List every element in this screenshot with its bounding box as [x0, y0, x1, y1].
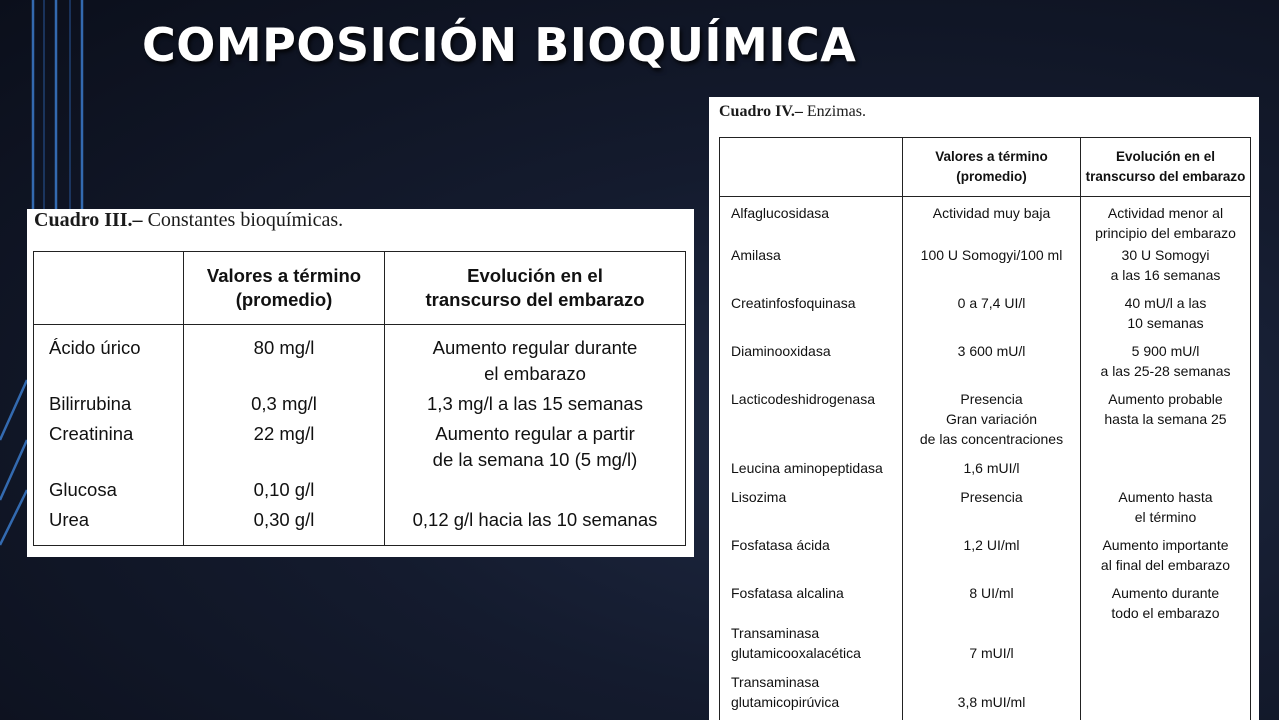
table4-row [720, 389, 1251, 457]
table3-panel [27, 209, 694, 557]
table3-header-values [184, 252, 385, 325]
table4-row [720, 341, 1251, 389]
table4-name-cell [720, 197, 903, 245]
row-spacer [184, 361, 384, 387]
row-name: Amilasa [731, 246, 781, 263]
header-line: Evolución en el [467, 265, 603, 286]
row-evolution: el término [1134, 508, 1197, 525]
table4-row [720, 583, 1251, 623]
row-evolution: a las 16 semanas [1110, 266, 1221, 283]
table4-value-cell [903, 293, 1081, 341]
table4-name-cell [720, 535, 903, 583]
table4-name-cell [720, 245, 903, 293]
table3-values-cell [184, 325, 385, 546]
table4-row [720, 487, 1251, 535]
table4-name-cell [720, 458, 903, 487]
row-value: 0 a 7,4 UI/l [957, 294, 1026, 311]
table4-row [720, 197, 1251, 245]
table4-caption-number: Cuadro IV.– [719, 103, 803, 120]
row-name: glutamicopirúvica [731, 693, 840, 710]
row-evolution: el embarazo [484, 363, 586, 384]
table4-evolution-cell [1081, 389, 1251, 457]
row-name: Alfaglucosidasa [731, 205, 830, 221]
row-name: glutamicooxalacética [731, 645, 861, 662]
row-evolution: 1,3 mg/l a las 15 semanas [427, 393, 643, 414]
row-evolution: 10 semanas [1127, 314, 1204, 331]
table4-caption [719, 103, 866, 121]
table4-header-empty [720, 138, 903, 197]
table4-panel [709, 97, 1259, 720]
row-value: 3 600 mU/l [957, 343, 1026, 360]
row-value: Presencia [960, 391, 1023, 408]
row-name: Diaminooxidasa [731, 343, 831, 360]
table3-caption-number: Cuadro III.– [34, 209, 143, 231]
row-value: 22 mg/l [253, 423, 315, 444]
row-name: Creatinina [49, 423, 134, 444]
row-evolution: al final del embarazo [1100, 557, 1231, 574]
row-value: Actividad muy baja [932, 205, 1051, 221]
table3-header-empty [34, 252, 184, 325]
row-evolution: Actividad menor al [1107, 205, 1224, 221]
table4 [719, 137, 1251, 720]
header-line: Valores a término [935, 149, 1048, 164]
row-evolution: Aumento regular a partir [435, 423, 635, 444]
row-value: 0,10 g/l [253, 479, 315, 500]
row-spacer [49, 361, 183, 387]
table3 [33, 251, 686, 546]
row-value: 0,3 mg/l [251, 393, 317, 414]
row-evolution: Aumento probable [1108, 391, 1223, 408]
table4-row [720, 623, 1251, 671]
row-spacer [385, 477, 685, 503]
table4-value-cell [903, 197, 1081, 245]
table4-evolution-cell [1081, 341, 1251, 389]
table4-value-cell [903, 341, 1081, 389]
row-value: Gran variación [945, 411, 1038, 428]
row-name: Bilirrubina [49, 393, 132, 414]
table4-value-cell [903, 623, 1081, 671]
row-value: de las concentraciones [919, 431, 1064, 448]
row-evolution: a las 25-28 semanas [1100, 363, 1231, 380]
table3-caption [34, 209, 343, 232]
table4-evolution-cell [1081, 458, 1251, 487]
row-value: 3,8 mUI/ml [957, 693, 1026, 710]
table4-row [720, 672, 1251, 720]
header-line: transcurso del embarazo [1085, 169, 1246, 184]
row-spacer [184, 447, 384, 473]
table4-name-cell [720, 672, 903, 720]
table3-names-cell [34, 325, 184, 546]
row-name: Transaminasa [731, 673, 820, 690]
row-evolution: Aumento hasta [1118, 488, 1213, 505]
table4-value-cell [903, 458, 1081, 487]
header-line: Valores a término [206, 265, 362, 286]
table4-name-cell [720, 389, 903, 457]
table3-body-row [34, 325, 686, 546]
table3-caption-text: Constantes bioquímicas. [147, 209, 344, 231]
row-name: Glucosa [49, 479, 117, 500]
row-evolution: Aumento durante [1111, 585, 1220, 602]
table4-header-evolution [1081, 138, 1251, 197]
table4-body [720, 197, 1251, 720]
table4-value-cell [903, 487, 1081, 535]
table4-row [720, 293, 1251, 341]
table4-value-cell [903, 535, 1081, 583]
row-evolution: Aumento importante [1102, 537, 1229, 554]
row-spacer [49, 447, 183, 473]
row-evolution: 0,12 g/l hacia las 10 semanas [412, 509, 658, 530]
row-evolution: de la semana 10 (5 mg/l) [432, 449, 638, 470]
row-value: 7 mUI/l [969, 645, 1014, 662]
table4-evolution-cell [1081, 672, 1251, 720]
table4-name-cell [720, 623, 903, 671]
table4-name-cell [720, 341, 903, 389]
row-value: 0,30 g/l [253, 509, 315, 530]
row-evolution: 30 U Somogyi [1121, 246, 1210, 263]
table4-value-cell [903, 583, 1081, 623]
row-value: 80 mg/l [253, 337, 315, 358]
row-name: Transaminasa [731, 625, 820, 642]
row-evolution: Aumento regular durante [432, 337, 638, 358]
table3-header-evolution [385, 252, 686, 325]
table3-evolution-cell [385, 325, 686, 546]
table3-header-row [34, 252, 686, 325]
row-value [903, 623, 1080, 643]
row-name: Lisozima [731, 488, 787, 505]
row-name: Urea [49, 509, 90, 530]
row-name: Leucina aminopeptidasa [731, 459, 883, 476]
table4-header-values [903, 138, 1081, 197]
header-line: Evolución en el [1115, 149, 1216, 164]
table4-header-row [720, 138, 1251, 197]
row-evolution: hasta la semana 25 [1104, 411, 1227, 428]
table4-evolution-cell [1081, 583, 1251, 623]
header-line: (promedio) [235, 289, 333, 310]
slide-title: COMPOSICIÓN BIOQUÍMICA [142, 18, 857, 72]
row-name: Lacticodeshidrogenasa [731, 391, 875, 408]
table4-value-cell [903, 389, 1081, 457]
table4-evolution-cell [1081, 197, 1251, 245]
table4-name-cell [720, 583, 903, 623]
row-evolution: 40 mU/l a las [1124, 294, 1207, 311]
row-evolution: 5 900 mU/l [1131, 343, 1200, 360]
table4-row [720, 535, 1251, 583]
row-value: Presencia [960, 488, 1023, 505]
header-line: transcurso del embarazo [425, 289, 645, 310]
row-value [903, 672, 1080, 692]
row-name: Creatinfosfoquinasa [731, 294, 856, 311]
table4-caption-text: Enzimas. [806, 103, 866, 120]
row-evolution: principio del embarazo [1095, 225, 1236, 241]
table4-evolution-cell [1081, 535, 1251, 583]
row-value: 1,6 mUI/l [963, 459, 1020, 476]
row-name: Fosfatasa ácida [731, 537, 830, 554]
table4-name-cell [720, 487, 903, 535]
row-value: 100 U Somogyi/100 ml [920, 246, 1063, 263]
table4-value-cell [903, 672, 1081, 720]
table4-name-cell [720, 293, 903, 341]
table4-row [720, 245, 1251, 293]
row-name: Ácido úrico [49, 337, 141, 358]
table4-evolution-cell [1081, 623, 1251, 671]
table4-row [720, 458, 1251, 487]
table4-evolution-cell [1081, 245, 1251, 293]
row-evolution: todo el embarazo [1111, 605, 1220, 622]
table4-evolution-cell [1081, 487, 1251, 535]
table4-evolution-cell [1081, 293, 1251, 341]
row-name: Fosfatasa alcalina [731, 585, 844, 602]
table4-value-cell [903, 245, 1081, 293]
row-value: 8 UI/ml [969, 585, 1014, 602]
header-line: (promedio) [956, 169, 1027, 184]
row-value: 1,2 UI/ml [963, 537, 1020, 554]
